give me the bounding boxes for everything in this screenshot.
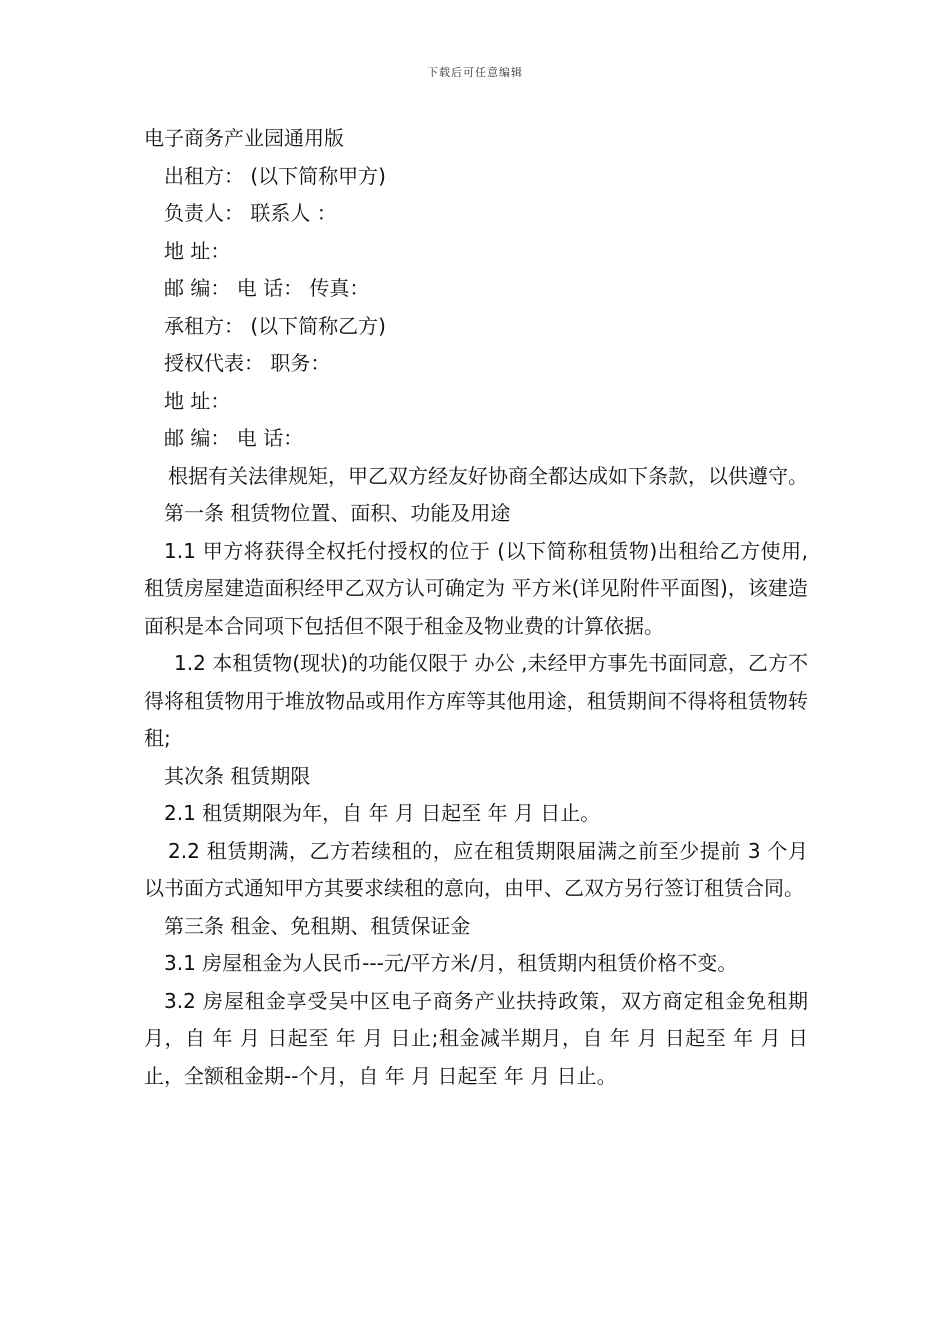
lessee-line: 承租方： (以下简称乙方) (164, 313, 386, 338)
lessee-postal-line: 邮 编： 电 话： (164, 426, 304, 450)
lessor-postal-line: 邮 编： 电 话： 传真： (164, 276, 370, 300)
article-2-heading: 其次条 租赁期限 (164, 763, 311, 788)
clause-3-1: 3.1 房屋租金为人民币---元/平方米/月，租赁期内租赁价格不变。 (164, 951, 738, 975)
clause-1-1: 1.1 甲方将获得全权托付授权的位于 (以下简称租赁物)出租给乙方使用, 租赁房屋建造面积经甲乙双方认可确定为 平方米(详见附件平面图)，该建造面积是本合同项下包括但不限于租金及物业费的计算依据。 (144, 538, 808, 638)
lessor-address-line: 地 址： (164, 238, 231, 263)
lessor-line: 出租方： (以下简称甲方) (164, 163, 386, 188)
lessor-contact-line: 负责人： 联系人 ： (164, 201, 337, 225)
document-title: 电子商务产业园通用版 (144, 126, 344, 150)
lessee-address-line: 地 址： (164, 388, 231, 413)
clause-2-2: 2.2 租赁期满，乙方若续租的，应在租赁期限届满之前至少提前 3 个月以书面方式通知甲方其要求续租的意向，由甲、乙双方另行签订租赁合同。 (144, 838, 808, 900)
clause-3-2: 3.2 房屋租金享受吴中区电子商务产业扶持政策，双方商定租金免租期月，自 年 月 日起至 年 月 日止;租金减半期月，自 年 月 日起至 年 月 日止，全额租金期--个月，自 年 月 日起至 年 月 日止。 (144, 988, 808, 1088)
article-3-heading: 第三条 租金、免租期、租赁保证金 (164, 913, 471, 938)
preamble-paragraph: 根据有关法律规矩，甲乙双方经友好协商全都达成如下条款，以供遵守。 (168, 463, 808, 488)
clause-1-2: 1.2 本租赁物(现状)的功能仅限于 办公 ,未经甲方事先书面同意，乙方不得将租赁物用于堆放物品或用作方库等其他用途，租赁期间不得将租赁物转租; (144, 651, 808, 750)
lessee-rep-line: 授权代表： 职务： (164, 351, 331, 375)
page-header-note: 下载后可任意编辑 (427, 66, 523, 79)
clause-2-1: 2.1 租赁期限为年，自 年 月 日起至 年 月 日止。 (164, 801, 601, 825)
document-body (144, 120, 808, 1095)
article-1-heading: 第一条 租赁物位置、面积、功能及用途 (164, 501, 511, 525)
